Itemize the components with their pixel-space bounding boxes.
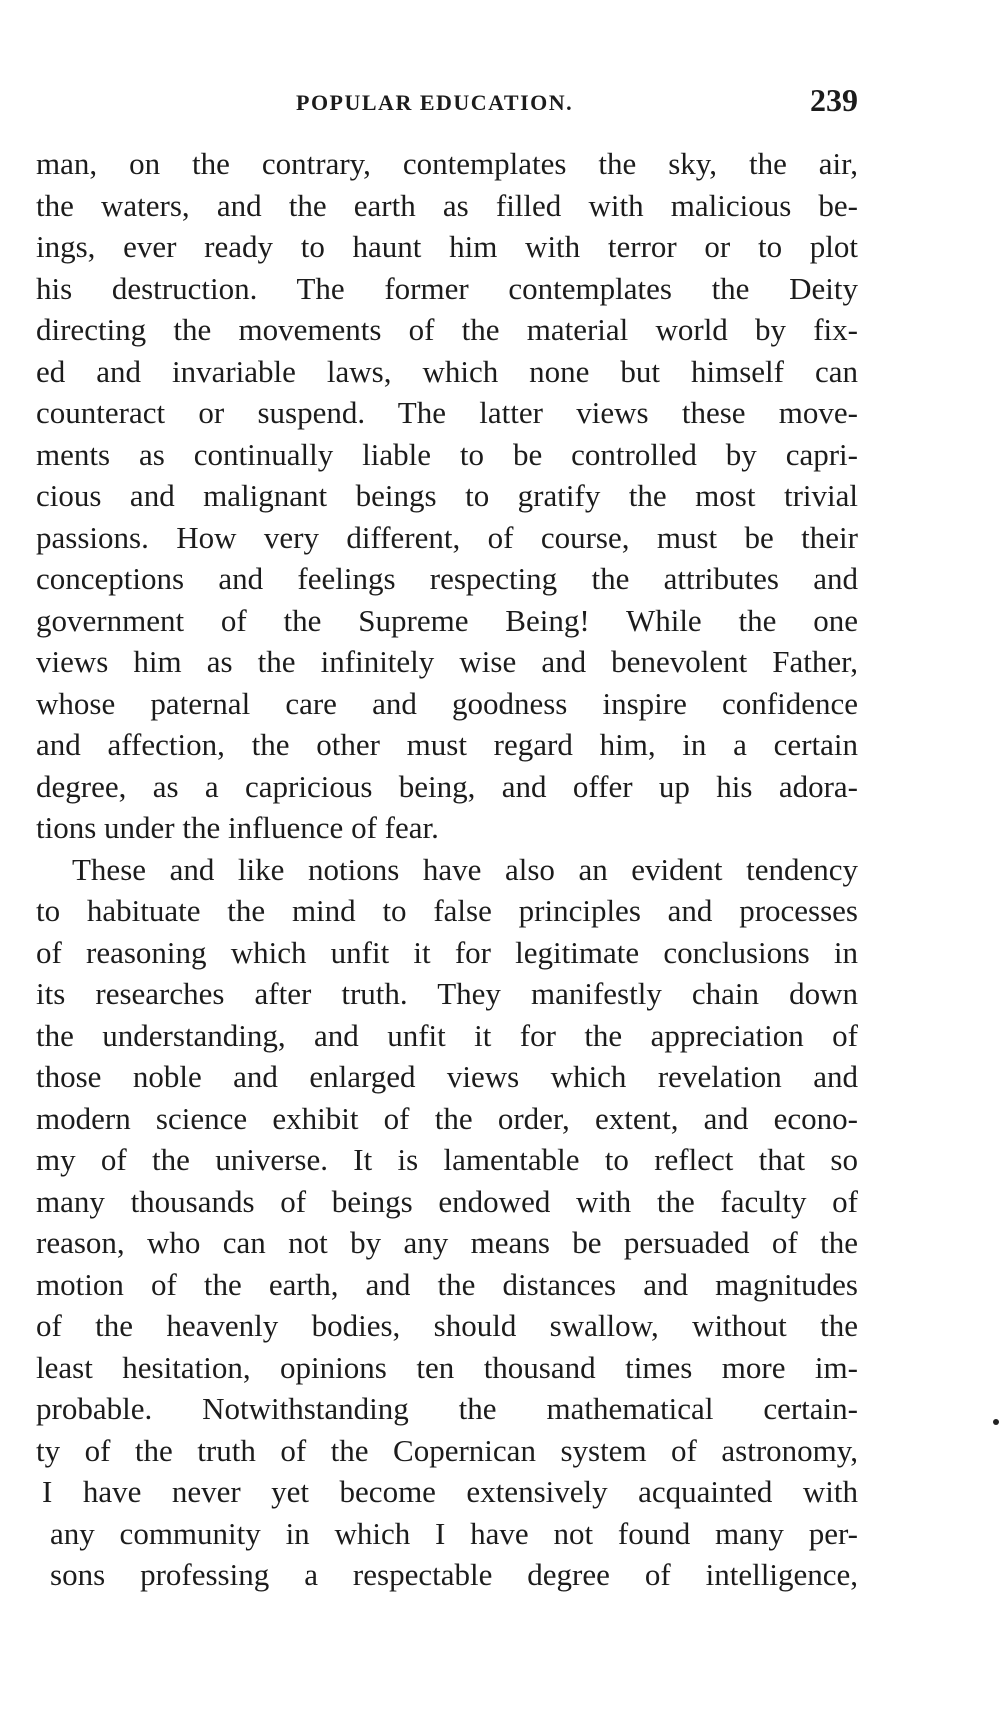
body-text xyxy=(36,143,858,1596)
text-line: tions under the influence of fear. xyxy=(36,810,439,845)
text-line: of the heavenly bodies, should swallow, without the xyxy=(36,1308,858,1343)
text-line: sons professing a respectable degree of intelligence, xyxy=(50,1557,858,1592)
text-line: those noble and enlarged views which revelation and xyxy=(36,1059,858,1094)
text-line: reason, who can not by any means be persuaded of the xyxy=(36,1225,858,1260)
text-line: and affection, the other must regard him, in a certain xyxy=(36,727,858,762)
text-line: of reasoning which unfit it for legitimate conclusions in xyxy=(36,934,858,970)
text-line: ed and invariable laws, which none but himself can xyxy=(36,353,858,389)
text-line: These and like notions have also an evident tendency xyxy=(72,851,858,887)
text-line: I have never yet become extensively acquainted with xyxy=(42,1474,858,1509)
text-line: government of the Supreme Being! While the one xyxy=(36,602,858,638)
text-line: many thousands of beings endowed with the faculty of xyxy=(36,1183,858,1219)
text-line: ty of the truth of the Copernican system of astronomy, xyxy=(36,1432,858,1468)
text-line: to habituate the mind to false principles and processes xyxy=(36,893,858,928)
text-line: the understanding, and unfit it for the appreciation of xyxy=(36,1017,858,1053)
text-line: views him as the infinitely wise and benevolent Father, xyxy=(36,644,858,679)
text-line: least hesitation, opinions ten thousand times more im- xyxy=(36,1349,858,1385)
text-line: his destruction. The former contemplates the Deity xyxy=(36,270,858,306)
text-line: directing the movements of the material world by fix- xyxy=(36,312,858,347)
text-line: degree, as a capricious being, and offer up his adora- xyxy=(36,768,858,804)
ink-speck xyxy=(993,1419,999,1425)
text-line: passions. How very different, of course, must be their xyxy=(36,519,858,555)
text-line: its researches after truth. They manifestly chain down xyxy=(36,976,858,1011)
text-line: conceptions and feelings respecting the attributes and xyxy=(36,561,858,596)
text-line: cious and malignant beings to gratify the most trivial xyxy=(36,478,858,513)
text-line: probable. Notwithstanding the mathematical certain- xyxy=(36,1391,858,1426)
text-line: counteract or suspend. The latter views these move- xyxy=(36,395,858,430)
text-line: ings, ever ready to haunt him with terror or to plot xyxy=(36,229,858,264)
text-line: man, on the contrary, contemplates the sky, the air, xyxy=(36,146,858,181)
text-line: whose paternal care and goodness inspire confidence xyxy=(36,685,858,721)
text-line: any community in which I have not found many per- xyxy=(50,1515,858,1551)
text-line: the waters, and the earth as filled with malicious be- xyxy=(36,187,858,223)
running-title: POPULAR EDUCATION. xyxy=(296,90,574,115)
paragraph-1 xyxy=(36,143,858,849)
text-line: motion of the earth, and the distances and magnitudes xyxy=(36,1266,858,1302)
text-line: modern science exhibit of the order, extent, and econo- xyxy=(36,1100,858,1136)
text-line: ments as continually liable to be controlled by capri- xyxy=(36,436,858,472)
page-number: 239 xyxy=(810,82,858,118)
text-line: my of the universe. It is lamentable to reflect that so xyxy=(36,1142,858,1177)
paragraph-2 xyxy=(36,849,858,1596)
